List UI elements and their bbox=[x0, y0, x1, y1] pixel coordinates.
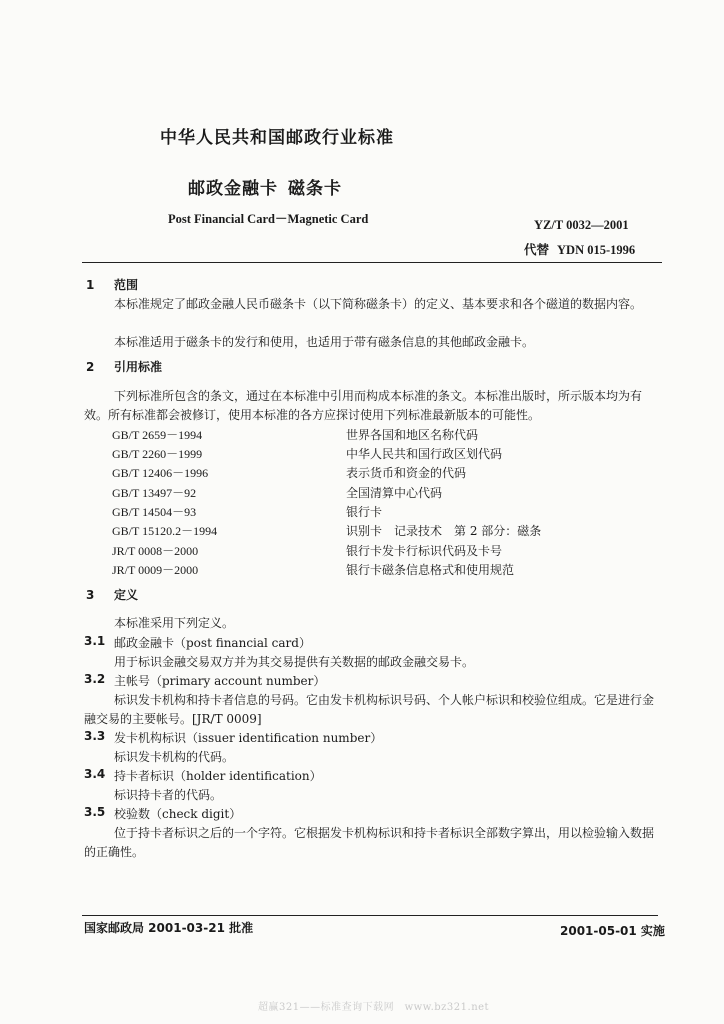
definition-description: 用于标识金融交易双方并为其交易提供有关数据的邮政金融交易卡。 bbox=[114, 655, 475, 669]
ref-name: 世界各国和地区名称代码 bbox=[346, 428, 479, 442]
ref-code: GB/T 14504－93 bbox=[112, 505, 197, 519]
section-3-number: 3 bbox=[86, 588, 95, 602]
section-2-heading bbox=[86, 358, 162, 375]
section-2-number: 2 bbox=[86, 360, 95, 374]
definition-description: 标识发卡机构的代码。 bbox=[114, 750, 235, 764]
section-1-heading bbox=[86, 276, 138, 293]
ref-code: GB/T 15120.2－1994 bbox=[112, 524, 218, 538]
ref-code: JR/T 0009－2000 bbox=[112, 563, 199, 577]
ref-name: 识别卡 记录技术 第 2 部分：磁条 bbox=[346, 524, 542, 538]
ref-name: 银行卡 bbox=[346, 505, 383, 519]
ref-code: GB/T 2260－1999 bbox=[112, 447, 203, 461]
ref-name: 中华人民共和国行政区划代码 bbox=[346, 447, 503, 461]
ref-name: 银行卡发卡行标识代码及卡号 bbox=[346, 544, 503, 558]
ref-code: GB/T 13497－92 bbox=[112, 486, 197, 500]
definition-number: 3.1 bbox=[84, 634, 106, 648]
implementation-date: 2001-05-01 实施 bbox=[560, 924, 665, 938]
section-1-title: 范围 bbox=[114, 278, 139, 292]
industry-standard-heading: 中华人民共和国邮政行业标准 bbox=[160, 128, 394, 148]
definition-term: 持卡者标识（holder identification） bbox=[114, 769, 322, 783]
section-3-intro: 本标准采用下列定义。 bbox=[114, 616, 235, 630]
watermark: 超赢321——标准查询下载网 www.bz321.net bbox=[258, 1002, 490, 1013]
ref-code: JR/T 0008－2000 bbox=[112, 544, 199, 558]
standard-code: YZ/T 0032—2001 bbox=[534, 218, 629, 232]
section-2-intro: 下列标准所包含的条文，通过在本标准中引用而构成本标准的条文。本标准出版时，所示版本均为有效。所有标准都会被修订，使用本标准的各方应探讨使用下列标准最新版本的可能性。 bbox=[84, 389, 643, 422]
header-divider bbox=[82, 262, 662, 263]
definition-term: 主帐号（primary account number） bbox=[114, 674, 326, 688]
ref-code: GB/T 2659－1994 bbox=[112, 428, 203, 442]
definition-description: 标识发卡机构和持卡者信息的号码。它由发卡机构标识号码、个人帐户标识和校验位组成。它是进行金融交易的主要帐号。[JR/T 0009] bbox=[84, 693, 655, 726]
document-title bbox=[188, 174, 342, 199]
replaces-code: YDN 015-1996 bbox=[557, 243, 636, 257]
definition-description: 位于持卡者标识之后的一个字符。它根据发卡机构标识和持卡者标识全部数字算出，用以检验输入数据的正确性。 bbox=[84, 826, 655, 859]
replaces-label: 代替 bbox=[524, 243, 550, 257]
section-1-number: 1 bbox=[86, 278, 95, 292]
ref-name: 银行卡磁条信息格式和使用规范 bbox=[346, 563, 515, 577]
definition-description: 标识持卡者的代码。 bbox=[114, 788, 223, 802]
definition-number: 3.4 bbox=[84, 767, 106, 781]
ref-name: 表示货币和资金的代码 bbox=[346, 466, 467, 480]
section-1-paragraph-1: 本标准规定了邮政金融人民币磁条卡（以下简称磁条卡）的定义、基本要求和各个磁道的数据内容。 bbox=[114, 297, 643, 311]
section-3-title: 定义 bbox=[114, 588, 139, 602]
english-title: Post Financial Card－Magnetic Card bbox=[168, 212, 369, 226]
section-3-heading bbox=[86, 586, 138, 603]
section-2-title: 引用标准 bbox=[114, 360, 163, 374]
document-title-part2: 磁条卡 bbox=[288, 179, 342, 199]
definition-term: 邮政金融卡（post financial card） bbox=[114, 636, 311, 650]
footer-divider bbox=[82, 915, 658, 916]
definition-term: 发卡机构标识（issuer identification number） bbox=[114, 731, 383, 745]
document-title-part1: 邮政金融卡 bbox=[188, 179, 278, 199]
section-1-paragraph-2: 本标准适用于磁条卡的发行和使用，也适用于带有磁条信息的其他邮政金融卡。 bbox=[114, 335, 535, 349]
definition-term: 校验数（check digit） bbox=[114, 807, 242, 821]
ref-code: GB/T 12406－1996 bbox=[112, 466, 209, 480]
definition-number: 3.3 bbox=[84, 729, 106, 743]
definition-number: 3.5 bbox=[84, 805, 106, 819]
definition-number: 3.2 bbox=[84, 672, 106, 686]
replaces-line bbox=[524, 240, 635, 258]
ref-name: 全国清算中心代码 bbox=[346, 486, 443, 500]
approval-line: 国家邮政局 2001-03-21 批准 bbox=[84, 921, 254, 935]
